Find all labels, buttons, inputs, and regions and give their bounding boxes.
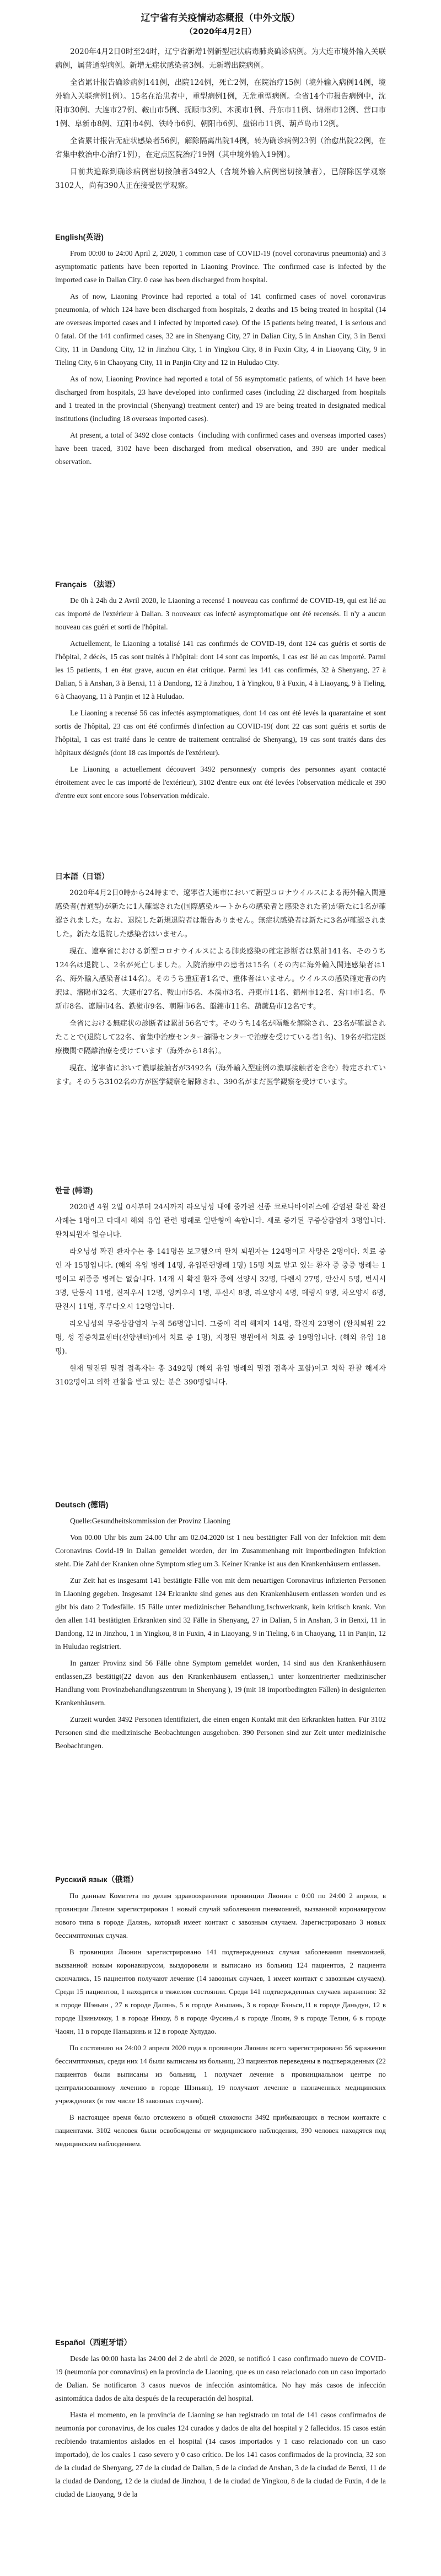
paragraph: Le Liaoning a recensé 56 cas infectés asymptomatiques, dont 14 cas ont été levés la quarantaine et sont sortis de l'hôpital, 23 cas ont été confirmés d'infection au COVID-19( dont 22 cas sont guéris et sortis de l'hôpital, 1 cas est traité dans le centre de traitement centralisé de Shenyang), 19 cas sont traités dans des hôpitaux désignés (dont 18 cas importés de l'extérieur). [55,709,386,757]
paragraph: 2020年4月2日0时至24时，辽宁省新增1例新型冠状病毒肺炎确诊病例。为大连市境外输入关联病例，属普通型病例。新增无症状感染者3例。无新增出院病例。 [55,47,386,70]
paragraph: По состоянию на 24:00 2 апреля 2020 года в провинции Ляонин всего зарегистрировано 56 заражения бессимптомных, среди них 14 были выписаны из больниц, 23 пациентов переведены в подтвержденных (22 пациентов были выписаны из больниц, 1 получает лечение в провинциальном центре по централизованному лечению в городе Шэньян), 19 получают лечение в назначенных медицинских учреждениях (в том числе 18 завозных случаев). [55,2044,386,2105]
paragraph: По данным Комитета по делам здравоохранения провинции Ляонин с 0:00 по 24:00 2 апреля, в провинции Ляонин зарегистрирован 1 новый случай заболевания пневмонией, вызванной коронавирусом нового типа в городе Далянь, который имеет контакт с завозным случаем. Зарегистрировано 3 новых бессимптомных случая. [55,1891,386,1939]
section-japanese [55,871,386,1092]
paragraph: 全省累计报告无症状感染者56例，解除隔离出院14例，转为确诊病例23例（治愈出院22例，在省集中救治中心治疗1例），在定点医院治疗19例（其中境外输入19例）。 [55,137,386,159]
section-german [55,1499,386,1756]
paragraph: 현재 밀전된 밀접 접촉자는 총 3492명 (해외 유입 병례의 밀접 접촉자 포함)이고 치학 관찰 해제자 3102명이고 의학 관찰을 받고 있는 분은 390명입니다. [55,1365,386,1387]
paragraph: 目前共追踪到确诊病例密切接触者3492人（含境外输入病例密切接触者），已解除医学观察3102人，尚有390人正在接受医学观察。 [55,168,386,190]
paragraph: Desde las 00:00 hasta las 24:00 del 2 de abril de 2020, se notificó 1 caso confirmado nuevo de COVID-19 (neumonía por coronavirus) en la provincia de Liaoning, que es un caso relacionado con un caso importado de Dalian. Se notificaron 3 casos nuevos de infección asintomática. No hay más casos de infección asintomática dados de alta después de la recuperación del hospital. [55,2354,386,2402]
paragraph: De 0h à 24h du 2 Avril 2020, le Liaoning a recensé 1 nouveau cas confirmé de COVID-19, qui est lié au cas importé de l'extérieur à Dalian. 3 nouveaux cas infecté asymptomatique ont été recensés. Il n'y a aucun nouveau cas guéri et sorti de l'hôpital. [55,596,386,631]
section-heading: 日本語（日语） [55,872,109,881]
section-heading: Français （法语） [55,580,120,589]
paragraph: Zur Zeit hat es insgesamt 141 bestätigte Fälle von mit dem neuartigen Coronavirus infizierten Personen in Liaoning gegeben. Insgesamt 124 Erkrankte sind genes aus den Krankenhäusern entlassen worden und es gibt bis dato 2 Todesfälle. 15 Fälle unter medizinischer Behandlung,1schwerkrank, kein kritisch krank. Von den allen 141 bestätigten Erkrankten sind 32 Fälle in Shenyang, 27 in Dalian, 5 in Anshan, 3 in Benxi, 11 in Dandong, 12 in Jinzhou, 1 in Yingkou, 8 in Fuxin, 4 in Liaoyang, 9 in Tieling, 6 in Chaoyang, 11 in Panjin, 12 in Huludao registriert. [55,1576,386,1651]
section-russian [55,1874,386,2154]
paragraph: Von 00.00 Uhr bis zum 24.00 Uhr am 02.04.2020 ist 1 neu bestätigter Fall von der Infektion mit dem Coronavirus Covid-19 in Dalian gemeldet worden, der im Zusammenhang mit importbedingten Infektion steht. Die Zahl der Kranken ohne Symptom stieg um 3. Keiner Kranke ist aus den Krankenhäusern entlassen. [55,1533,386,1568]
paragraph: 現在、遼寧省において濃厚接触者が3492名（海外輸入型症例の濃厚接触者を含む）特定されています。そのうち3102名の方が医学観察を解除され、390名がまだ医学観察を受けています。 [55,1064,386,1086]
paragraph: Actuellement, le Liaoning a totalisé 141 cas confirmés de COVID-19, dont 124 cas guéris et sortis de l'hôpital, 2 décès, 15 cas sont traités à l'hôpital: dont 14 sont cas importés, 1 cas est lié au cas importé. Parmi les 15 patients, 1 en état grave, aucun en état critique. Parmi les 141 cas confirmés, 32 à Shenyang, 27 à Dalian, 5 à Anshan, 3 à Benxi, 11 à Dandong, 12 à Jinzhou, 1 à Yingkou, 8 à Fuxin, 4 à Liaoyang, 9 à Tieling, 6 à Chaoyang, 11 à Panjin et 12 à Huludao. [55,639,386,700]
document-date: （2020年4月2日） [185,28,256,36]
paragraph: At present, a total of 3492 close contacts（including with confirmed cases and overseas imported cases) have been traced, 3102 have been discharged from medical observation, and 390 are under medical observation. [55,431,386,466]
paragraph: 2020년 4월 2일 0시부터 24시까지 라오닝성 내에 중가된 신종 코로나바이러스에 감염된 확진 확진 사례는 1명이고 다대시 해외 유입 관련 병례로 일반형에 속합니다. 새로 증가된 무증상감염자 3명입니다. 완치퇴원자 없습니다. [55,1203,386,1239]
paragraph: Hasta el momento, en la provincia de Liaoning se han registrado un total de 141 casos confirmados de neumonía por coronavirus, de los cuales 124 curados y dados de alta del hospital y 2 fallecidos. 15 casos están recibiendo tratamientos aislados en el hospital (14 casos importados y 1 caso relacionado con un caso importado), de los cuales 1 caso severo y 0 caso crítico. De los 141 casos confirmados de la provincia, 32 son de la ciudad de Shenyang, 27 de la ciudad de Dalian, 5 de la ciudad de Anshan, 3 de la ciudad de Benxi, 11 de la ciudad de Dandong, 12 de la ciudad de Jinzhou, 1 de la ciudad de Yingkou, 8 de la ciudad de Fuxin, 4 de la ciudad de Liaoyang, 9 de la [55,2411,386,2498]
paragraph: From 00:00 to 24:00 April 2, 2020, 1 common case of COVID-19 (novel coronavirus pneumonia) and 3 asymptomatic patients have been reported in Liaoning Province. The confirmed case is infected by the imported case in Dalian City. 0 case has been discharged from hospital. [55,249,386,284]
paragraph: 現在、遼寧省における新型コロナウイルスによる肺炎感染の確定診断者は累計141名、そのうち124名は退院し、2名が死亡しました。入院治療中の患者は15名（その内に海外輸入関連感染者は1名、海外輸入感染者は14名）。そのうち重症者1名で、重体者はいません。ウイルスの感染確定者の内訳は、瀋陽市32名、大連市27名、鞍山市5名、本渓市3名、丹東市11名、錦州市12名、営口市1名、阜新市8名、遼陽市4名、鉄嶺市9名、朝陽市6名、盤錦市11名、葫蘆島市12名です。 [55,947,386,1011]
paragraph: Quelle:Gesundheitskommission der Provinz Liaoning [70,1517,230,1525]
section-heading: Русский язык（俄语） [55,1875,138,1884]
section-french [55,579,386,806]
section-english [55,231,386,472]
section-heading: Deutsch (德语) [55,1500,109,1509]
paragraph: As of now, Liaoning Province had reported a total of 141 confirmed cases of novel coronavirus pneumonia, of which 124 have been discharged from hospitals, 2 deaths and 15 being treated in hospital (14 are overseas imported cases and 1 infected by imported case). Of the 15 patients being treated, 1 is serious and 0 fatal. Of the 141 confirmed cases, 32 are in Shenyang City, 27 in Dalian City, 5 in Anshan City, 3 in Benxi City, 11 in Dandong City, 12 in Jinzhou City, 1 in Yingkou City, 8 in Fuxin City, 4 in Liaoyang City, 9 in Tieling City, 6 in Chaoyang City, 11 in Panjin City and 12 in Huludao City. [55,292,386,367]
paragraph: As of now, Liaoning Province had reported a total of 56 asymptomatic patients, of which 14 have been discharged from hospitals, 23 have developed into confirmed cases (including 22 discharged from hospitals and 1 treated in the provincial (Shenyang) treatment center) and 19 are being treated in designated medical institutions (including 18 overseas imported cases). [55,375,386,423]
section-heading: English(英语) [55,233,104,241]
document-title: 辽宁省有关疫情动态概报（中外文版） [141,13,300,24]
section-heading: Español（西班牙语） [55,2338,132,2347]
section-heading: 한글 (韩语) [55,1186,93,1195]
paragraph: 全省累计报告确诊病例141例，出院124例，死亡2例，在院治疗15例（境外输入病例14例，境外输入关联病例1例）。15名在治患者中，重型病例1例，无危重型病例。全省14个市报告病例中，沈阳市30例、大连市27例、鞍山市5例、抚顺市3例、本溪市1例、丹东市11例、锦州市12例、营口市1例、阜新市8例、辽阳市4例、铁岭市6例、朝阳市6例、盘锦市11例、葫芦岛市12例。 [55,78,386,128]
paragraph: 全省における無症状の診断者は累計56名です。そのうち14名が隔離を解除され、23名が確認されたことで(退院して22名、省集中治療センター瀋陽センターで治療を受けている者1名)、19名が指定医療機関で隔離治療を受けています（海外から18名）。 [55,1020,386,1055]
section-spanish [55,2337,386,2504]
paragraph: В провинции Ляонин зарегистрировано 141 подтвержденных случая заболевания пневмонией, вызванной новым коронавирусом, выздоровели и выписано из больниц 124 пациентов, 2 пациента скончались, 15 пациентов получают лечение (14 завозных случаев, 1 имеет контакт с завозным случаем). Среди 15 пациентов, 1 находится в тяжелом состоянии. Среди 141 подтвержденных случаев заражения: 32 в городе Шэньян , 27 в городе Далянь, 5 в городе Аньшань, 3 в городе Бэньси,11 в городе Даньдун, 12 в городе Цзиньчжоу, 1 в городе Инкоу, 8 в городе Фусинь,4 в городе Ляоян, 9 в городе Телин, 6 в городе Чаоян, 11 в городе Паньцзинь и 12 в городе Хулудао. [55,1948,386,2035]
paragraph: In ganzer Provinz sind 56 Fälle ohne Symptom gemeldet worden, 14 sind aus den Krankenhäusern entlassen,23 bestätigt(22 davon aus den Krankenhäusern entlassen,1 unter konzentrierter medizinischer Handlung vom Provinzbehandlungszentrum in Shenyang ), 19 (mit 18 importbedingten Fällen) in designierten Krankenhäusern. [55,1659,386,1707]
paragraph: 라오닝성 확진 환자수는 총 141명을 보고했으며 완치 퇴원자는 124명이고 사망은 2명이다. 치료 중인 자 15명입니다. (해외 유입 병례 14명, 유입관련병례 1명) 15명 치료 받고 있는 환자 중 중증 병례는 1명이고 위중증 병례는 없습니다. 14개 시 확진 환자 중에 선양시 32명, 다롄시 27명, 안산시 5명, 번시시 3명, 단둥시 11명, 진저우시 12명, 잉커우시 1명, 푸신시 8명, 랴오양시 4명, 톄링시 9명, 차오양시 6명, 판진시 11명, 후루다오시 12명입니다. [55,1248,386,1311]
paragraph: 2020年4月2日0時から24時まで、遼寧省大連市において新型コロナウイルスによる海外輸入関連感染者(普通型)が新たに1人確認された(国際感染ルートからの感染者と感染された者)が新たに1名が確認されました。なお、退院した新規退院者は報告ありません。無症状感染者は新たに3名が確認されました。新たな退院した感染者はいません。 [55,889,386,939]
paragraph: 라오닝성의 무증상감염자 누적 56명입니다. 그중에 격리 해제자 14명, 확진자 23명이 (완치퇴원 22명, 성 집중치료센터(선양센터)에서 치료 중 1명), 지정된 병원에서 치료 중 19명입니다. (해외 유입 18명). [55,1320,386,1356]
section-chinese [55,45,386,196]
paragraph: Zurzeit wurden 3492 Personen identifiziert, die einen engen Kontakt mit den Erkrankten hatten. Für 3102 Personen sind die medizinische Beobachtungen ausgehoben. 390 Personen sind zur Zeit unter medizinische Beobachtungen. [55,1715,386,1750]
paragraph: В настоящее время было отслежено в общей сложности 3492 прибывающих в тесном контакте с пациентами. 3102 человек были освобождены от медицинского наблюдения, 390 человек находятся под медицинским наблюдением. [55,2113,386,2148]
section-korean [55,1185,386,1393]
paragraph: Le Liaoning a actuellement découvert 3492 personnes(y compris des personnes ayant contacté étroitement avec le cas importé de l'extérieur), 3102 d'entre eux ont été levées l'observation médicale et 390 d'entre eux sont encore sous l'observation médicale. [55,765,386,800]
